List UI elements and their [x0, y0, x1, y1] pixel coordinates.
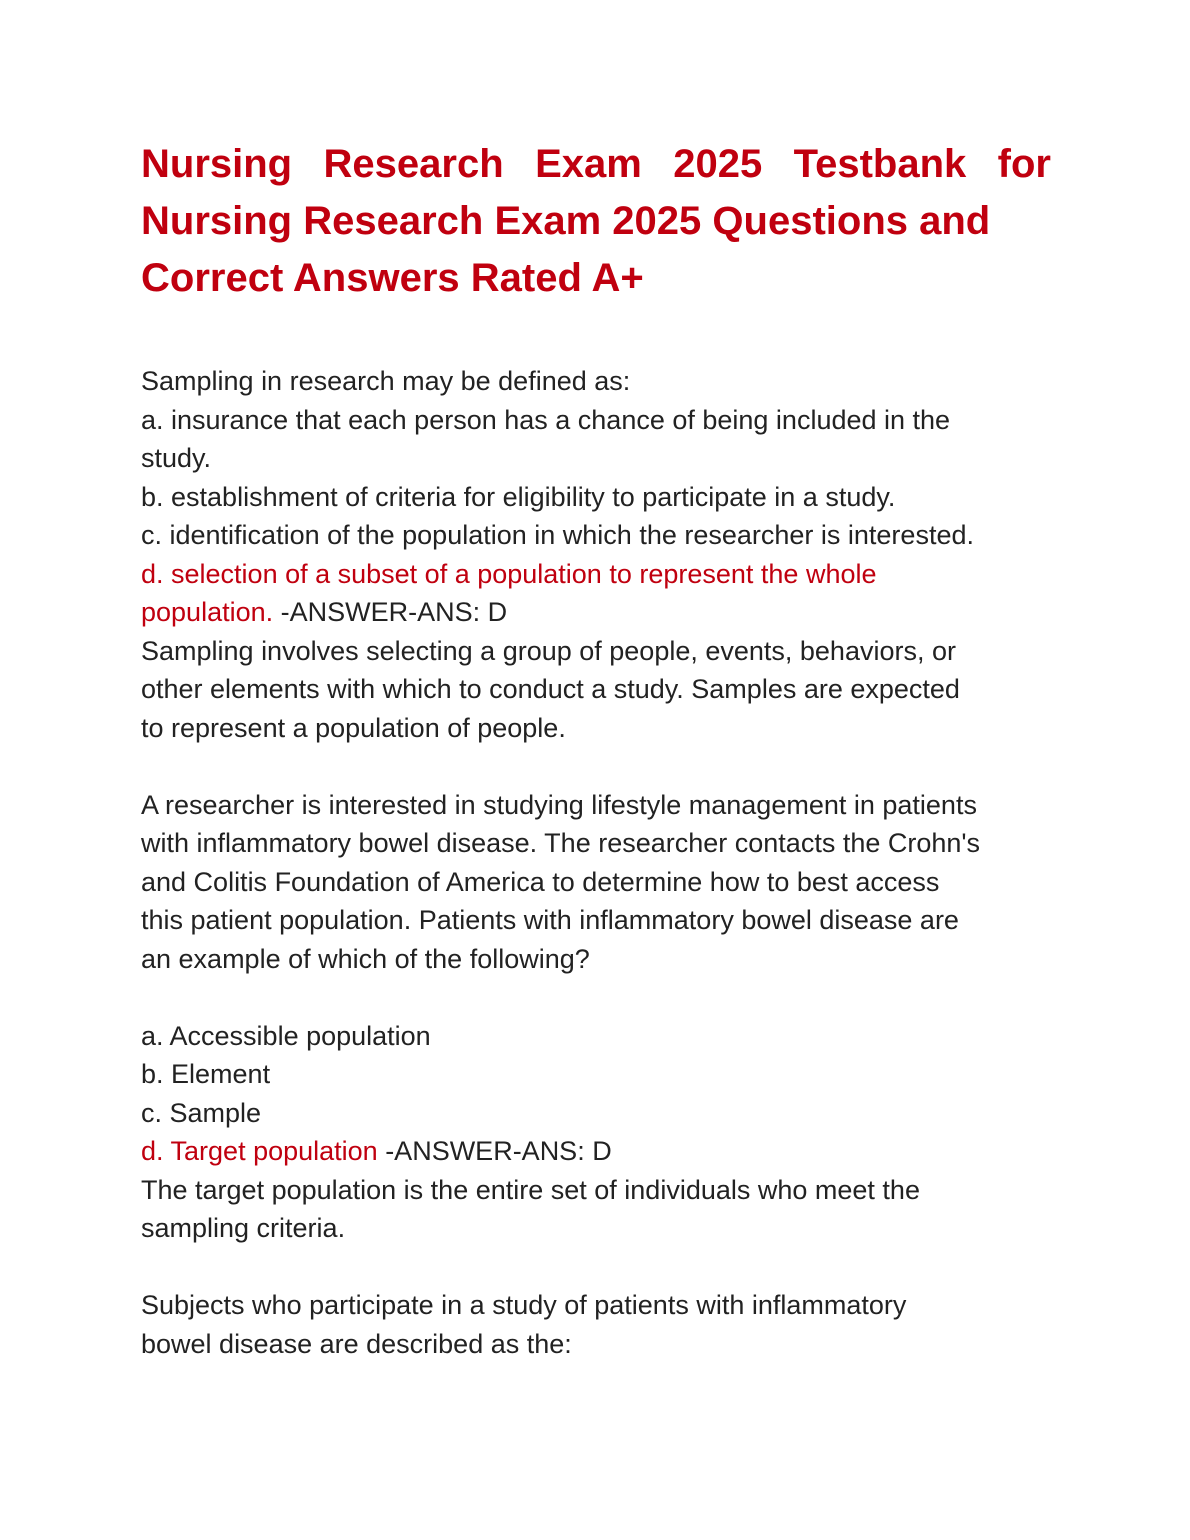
question-1-option-b: b. establishment of criteria for eligibility to participate in a study. — [141, 481, 896, 512]
question-2-explanation-line-1: The target population is the entire set of individuals who meet the — [141, 1174, 920, 1205]
question-2-explanation-line-2: sampling criteria. — [141, 1213, 346, 1243]
question-1-explanation-line-3: to represent a population of people. — [141, 712, 566, 743]
question-block-1 — [141, 362, 1051, 747]
question-1-option-d-line-2-row — [141, 593, 1051, 632]
question-2-option-d: d. Target population — [141, 1136, 378, 1166]
question-2-text-line-5: an example of which of the following? — [141, 943, 590, 974]
question-1-explanation-line-2: other elements with which to conduct a study. Samples are expected — [141, 674, 960, 704]
spacer — [141, 978, 1051, 1017]
document-body — [141, 362, 1051, 1363]
question-1-option-c: c. identification of the population in which the researcher is interested. — [141, 520, 974, 550]
question-1-option-d-line-1: d. selection of a subset of a population to represent the whole — [141, 558, 877, 589]
title-line-1: Nursing Research Exam 2025 Testbank for — [141, 142, 1051, 186]
question-1-text: Sampling in research may be defined as: — [141, 366, 631, 396]
question-1-answer: -ANSWER-ANS: D — [273, 597, 508, 627]
question-2-text-line-2: with inflammatory bowel disease. The researcher contacts the Crohn's — [141, 828, 981, 858]
question-2-answer: -ANSWER-ANS: D — [377, 1136, 612, 1166]
question-2-text-line-3: and Colitis Foundation of America to determine how to best access — [141, 866, 940, 897]
question-2-text-line-1: A researcher is interested in studying lifestyle management in patients — [141, 789, 977, 820]
question-1-option-a-line-1: a. insurance that each person has a chance of being included in the — [141, 404, 951, 435]
spacer — [141, 747, 1051, 786]
question-2-option-a: a. Accessible population — [141, 1020, 431, 1051]
title-line-2: Nursing Research Exam 2025 Questions and — [141, 199, 991, 243]
question-block-3 — [141, 1286, 1051, 1363]
question-2-option-d-row — [141, 1132, 1051, 1171]
question-1-option-a-line-2: study. — [141, 443, 212, 473]
question-2-option-c: c. Sample — [141, 1097, 262, 1128]
question-3-text-line-2: bowel disease are described as the: — [141, 1328, 572, 1359]
question-3-text-line-1: Subjects who participate in a study of patients with inflammatory — [141, 1290, 907, 1320]
title-line-3: Correct Answers Rated A+ — [141, 256, 644, 300]
question-1-explanation-line-1: Sampling involves selecting a group of people, events, behaviors, or — [141, 635, 956, 666]
spacer — [141, 1248, 1051, 1287]
page-title — [141, 136, 1051, 307]
document-page — [141, 136, 1051, 1363]
question-2-option-b: b. Element — [141, 1059, 271, 1089]
question-block-2 — [141, 786, 1051, 1248]
question-2-text-line-4: this patient population. Patients with inflammatory bowel disease are — [141, 905, 959, 935]
question-1-option-d-line-2: population. — [141, 597, 274, 627]
